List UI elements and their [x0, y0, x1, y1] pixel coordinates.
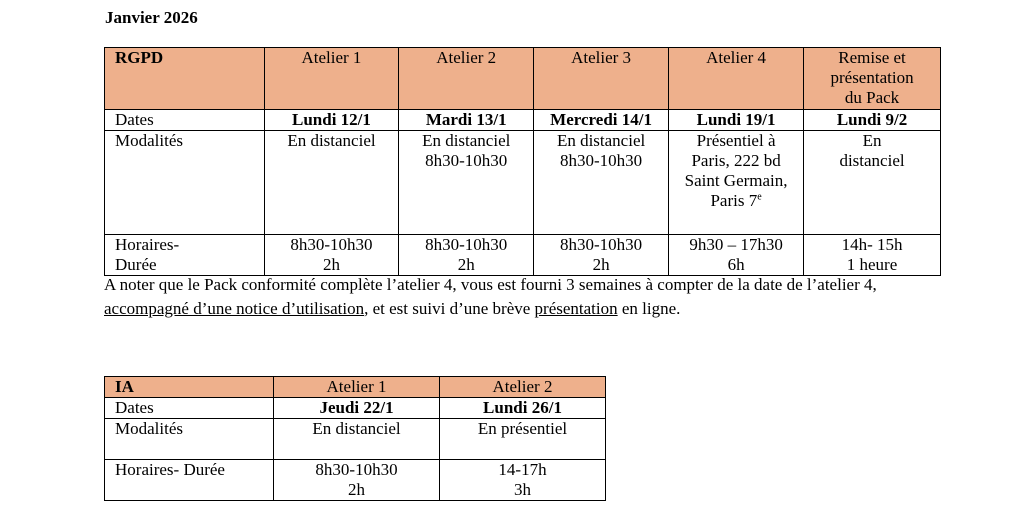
cell-line: 1 heure: [846, 255, 898, 274]
hor-cell: [669, 235, 804, 276]
cell-line: Saint Germain,: [684, 171, 788, 190]
ia-table: [104, 376, 606, 501]
header-line: Remise et: [838, 48, 906, 67]
mod-cell: En distanciel: [274, 419, 440, 460]
hor-cell: [534, 235, 669, 276]
table-row: [105, 398, 606, 419]
cell-line: Durée: [115, 255, 157, 274]
page-title: Janvier 2026: [105, 8, 198, 27]
header-line: du Pack: [844, 88, 900, 107]
hor-cell: [440, 460, 606, 501]
date-cell: Mercredi 14/1: [534, 110, 669, 131]
cell-line: 8h30-10h30: [425, 235, 508, 254]
table-row: [105, 460, 606, 501]
note-text: A noter que le Pack conformité complète l’atelier 4, vous est fourni 3 semaines à compter de la date de l’atelier 4,: [104, 275, 877, 294]
table-row: [105, 110, 941, 131]
header-cell: Atelier 2: [440, 377, 606, 398]
header-cell: Atelier 4: [669, 48, 804, 110]
cell-line: En distanciel: [422, 131, 511, 150]
mod-cell: [534, 131, 669, 235]
date-cell: Lundi 9/2: [804, 110, 941, 131]
mod-cell: [399, 131, 534, 235]
cell-line: En: [862, 131, 882, 150]
row-label: Modalités: [105, 131, 265, 235]
cell-line: 9h30 – 17h30: [689, 235, 783, 254]
cell-line: [673, 191, 799, 211]
cell-line: 3h: [514, 480, 531, 499]
cell-line: 8h30-10h30: [560, 151, 643, 170]
date-cell: Lundi 26/1: [440, 398, 606, 419]
hor-cell: [274, 460, 440, 501]
mod-cell: En présentiel: [440, 419, 606, 460]
rgpd-table: [104, 47, 941, 276]
cell-line: 8h30-10h30: [315, 460, 398, 479]
date-cell: Lundi 12/1: [264, 110, 399, 131]
header-cell: Atelier 3: [534, 48, 669, 110]
cell-line: 6h: [727, 255, 745, 274]
rgpd-header-label: RGPD: [105, 48, 265, 110]
date-cell: Jeudi 22/1: [274, 398, 440, 419]
note-text: en ligne.: [617, 299, 681, 318]
row-label: Dates: [105, 398, 274, 419]
cell-line: 2h: [348, 480, 366, 499]
pack-note: [104, 273, 954, 321]
header-cell: Atelier 2: [399, 48, 534, 110]
ia-header-label: IA: [105, 377, 274, 398]
mod-cell: [264, 131, 399, 235]
table-header-row: [105, 377, 606, 398]
cell-line: En distanciel: [287, 131, 376, 150]
note-underlined-text: accompagné d’une notice d’utilisation: [104, 299, 365, 318]
date-cell: Lundi 19/1: [669, 110, 804, 131]
table-header-row: [105, 48, 941, 110]
row-label: [105, 235, 265, 276]
row-label: Horaires- Durée: [105, 460, 274, 501]
cell-line: 8h30-10h30: [560, 235, 643, 254]
hor-cell: [804, 235, 941, 276]
table-row: [105, 235, 941, 276]
cell-line: 2h: [457, 255, 475, 274]
hor-cell: [399, 235, 534, 276]
cell-line: 14h- 15h: [841, 235, 903, 254]
superscript: e: [757, 191, 762, 203]
table-row: [105, 419, 606, 460]
header-cell: [804, 48, 941, 110]
row-label: Dates: [105, 110, 265, 131]
cell-line: 2h: [592, 255, 610, 274]
cell-line: Horaires-: [115, 235, 180, 254]
mod-cell: [804, 131, 941, 235]
cell-line: 8h30-10h30: [290, 235, 373, 254]
cell-line: distanciel: [839, 151, 905, 170]
cell-line: 14-17h: [498, 460, 547, 479]
hor-cell: [264, 235, 399, 276]
paris-text: Paris 7: [710, 191, 758, 210]
note-text: , et est suivi d’une brève: [364, 299, 535, 318]
cell-line: Paris, 222 bd: [691, 151, 781, 170]
header-cell: Atelier 1: [274, 377, 440, 398]
date-cell: Mardi 13/1: [399, 110, 534, 131]
table-row: [105, 131, 941, 235]
cell-line: 2h: [322, 255, 340, 274]
header-cell: Atelier 1: [264, 48, 399, 110]
header-line: présentation: [830, 68, 914, 87]
note-underlined-text: présentation: [534, 299, 618, 318]
row-label: Modalités: [105, 419, 274, 460]
cell-line: En distanciel: [556, 131, 646, 150]
cell-line: Présentiel à: [696, 131, 776, 150]
cell-line: 8h30-10h30: [425, 151, 508, 170]
mod-cell: [669, 131, 804, 235]
